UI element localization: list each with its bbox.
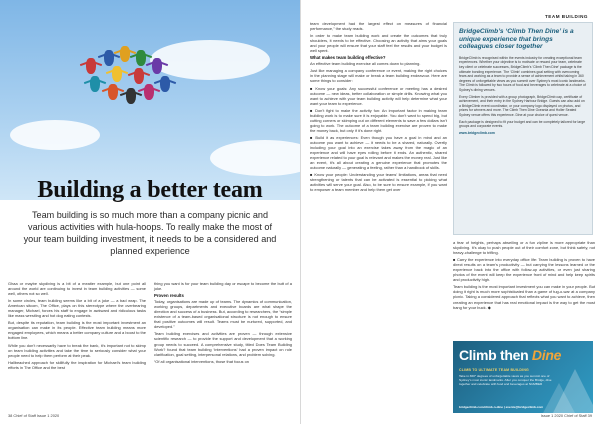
section-tag: TEAM BUILDING — [545, 14, 588, 19]
bullet-paragraph: ■ Build it as experiences: Even though you have a goal in mind and an outcome you want to achieve — it needs to be a shared, naturally. Overtly including your goal into an exercise takes away from the magic of an experience and will have eyes rolling before it ends. An authentic, shared experience related to your goal is relevant and makes the money real. Just like an event, it’s all about creating a genuine experience that promotes the outcome naturally — generating a feeling, rather than a handbook of skills. — [310, 134, 448, 171]
right-page — [300, 0, 600, 424]
subheading: Proven results — [154, 293, 184, 299]
paragraph: Just like managing a company conference or event, making the right choices in the planning stage will make or break a team building endeavour. Here are some things to consider: — [310, 68, 447, 84]
article-headline: Building a better team — [37, 177, 263, 203]
paragraph: team development had the largest effect on measures of financial performance,” the study reads. — [310, 21, 447, 32]
article-standfirst: Team building is so much more than a company picnic and various activities with hula-hoops. To really make the most of your team building investment, it needs to be a considered and planned experience — [23, 210, 277, 257]
paragraph: While you don’t necessarily have to break the bank, it’s important not to skimp on team building activities and take the time to seriously consider what your people need to help them perform at their peak. — [8, 342, 146, 358]
bullet-paragraph: ■ Carry the experience into everyday office life: Team building is proven to have direct results on a team’s productivity — but carrying the lessons learned or the experience back into the office with follow-up activities, or even just sharing photos of the event will keep the experience front of mind and help keep spirits and productivity high. — [453, 257, 595, 283]
subheading: What makes team building effective? — [310, 55, 386, 61]
right-column-2 — [453, 240, 595, 312]
paragraph: In some circles, team building seems like a bit of a joke — a bad wrap. The American sitcom, The Office, plays on this stereotype where the overbearing manager, Michael, forces his staff to engage in awkward and ridiculous tasks like mass wrestling and hot dog eating contests. — [8, 298, 146, 319]
banner-body: Take in 360° degrees of unforgettable views as you summit one of Sydney’s most iconic landmarks. After you conquer the Bridge, dine together and celebrate with food and beverages at NUMBER — [459, 374, 552, 387]
ad-paragraph: Each package is designed to fit your budget and can be completely tailored for large groups and corporate events. — [459, 119, 586, 129]
paragraph: An effective team building exercise all comes down to planning. — [310, 61, 421, 67]
paragraph: But, despite its reputation, team building is the most important investment an organisation can make in its people. Effective team building means more engaged employees, which means a better company culture and a boost to the bottom line. — [8, 320, 146, 341]
paragraph: Hallbeached approach for skillfully the inspiration for Michael’s team building efforts in The Office and the best — [8, 359, 146, 370]
page-folio: 38 Chief of Staff Issue 1 2020 — [8, 413, 60, 418]
paragraph: a fear of heights, perhaps abseiling or a fun zipline is more appropriate than skydiving. It’s okay to push people out of their comfort zone, but think safety, not heavy-challenge to trifling. — [453, 240, 595, 256]
banner-title: Climb then Dine — [459, 347, 562, 363]
left-body-columns — [8, 281, 292, 372]
paragraph: Team building exercises and activities are proven — through extensive scientific research — to provide the support and development that a working group needs to succeed. A comprehensive study, titled Does Team Building Work? found that team building ‘interventions’ had a proven impact on role clarification, goal setting, interpersonal relations, and problem solving. — [154, 331, 292, 357]
ad-headline: BridgeClimb’s ‘Climb Then Dine’ is a unique experience that brings colleagues closer together — [459, 28, 574, 51]
page-folio: Issue 1 2020 Chief of Staff 39 — [540, 413, 592, 418]
paragraph: In order to make team building work and create the outcomes that truly shoulders, it needs to be effective. Choosing an activity that aims your goals and your people will ensure that your staff feel the results and your budget is well spent. — [310, 33, 447, 54]
bullet-paragraph: ■ Know your goals: Any successful conference or meeting has a desired outcome — new ideas, better collaboration or simple drills. Knowing what you want to achieve with your team building activity will help determine what your want your team to experience. — [310, 85, 447, 106]
left-column-1 — [8, 281, 146, 372]
ad-paragraph: BridgeClimb is recognised within the events industry for creating exceptional team experiences. Whether your objective is to motivate or reward your team, celebrate key client or celebrate successes, BridgeClimb’s ‘Climb Then Dine’ package is the ultimate bonding experience. The ‘Climb’ combines goal setting with overcoming fears and working as a team to provide a sense of achievement whilst taking in 360 degrees of unforgettable views as you summit over Sydney’s most iconic landmarks. The Climb is followed by two hours of food and beverages to celebrate at a choice of Sydney’s dining venues. — [459, 55, 586, 92]
paragraph: “Of all organisational interventions, those that focus on — [154, 358, 249, 364]
left-column-2 — [154, 281, 292, 372]
skydivers-photo — [0, 0, 300, 200]
ad-body — [459, 56, 587, 129]
paragraph: Ghaa or maybe skydiving is a bit of a meatier example, but one point all around the world are continuing to invest in team building activities — some well, others not so well. — [8, 281, 146, 297]
bullet-paragraph: ■ Don’t fight to make the activity fun: An important factor in making team building work is to make sure it is enjoyable. You don’t want to spend big, but cutting corners or skimping out on different elements to save a few dollars isn’t going to work. The outcome of a team building exercise are proven to make the money back, but only if it’s done right. — [310, 107, 447, 133]
paragraph: Team building is the most important investment you can make in your people. But doing it right is much more sophisticated than a game of tug-o-war at a company picnic. Taking a considered approach that reflects what you want to achieve, then creating an experience that has real emotional impact is the way to get the most bang for your buck. ◆ — [453, 284, 595, 310]
bullet-paragraph: ■ Know your people: Understanding your teams’ limitations, areas that need strengthening or talents that can be activated is essential to picking what activities will serve your goal. Also, to be sure to ensure example, if you want to empower a team member and help them get over — [310, 172, 447, 193]
paragraph: Today, organisations are made up of teams. The dynamics of communication, working groups, departments and executive boards are what shape the direction and success of a business. But, according to researchers, the “simple existence of a team-based organisational structure is not enough to ensure that positive outcomes will result. Teams must be nurtured, supported, and developed.” — [154, 299, 292, 330]
bridgeclimb-advertorial — [453, 22, 593, 235]
right-column-1 — [310, 21, 447, 194]
mountain-graphic — [543, 383, 575, 413]
paragraph: thing you want is for your team building day or escape to become the butt of a joke. — [154, 281, 292, 292]
ad-url: www.bridgeclimb.com — [459, 130, 495, 135]
climb-then-dine-banner — [453, 341, 593, 413]
ad-paragraph: Every Climber is provided with a group photograph, BridgeClimb cap, certificate of achievement, and their entry in the Sydney Harbour Bridge. Guests can also add on a BridgeClimb event coordinator, or your company logo displayed on photos, and prizes for winners and more. The Climb Then Dine Oceania and Holler Seated Sydney venue offers this experience. Dine at your choice of quest venue. — [459, 94, 585, 117]
banner-subtitle: CLIMB TO ULTIMATE TEAM BUILDING — [459, 368, 529, 372]
banner-url: bridgeclimb.com/climb-n-dine | events@bridgeclimb.com — [459, 405, 544, 409]
